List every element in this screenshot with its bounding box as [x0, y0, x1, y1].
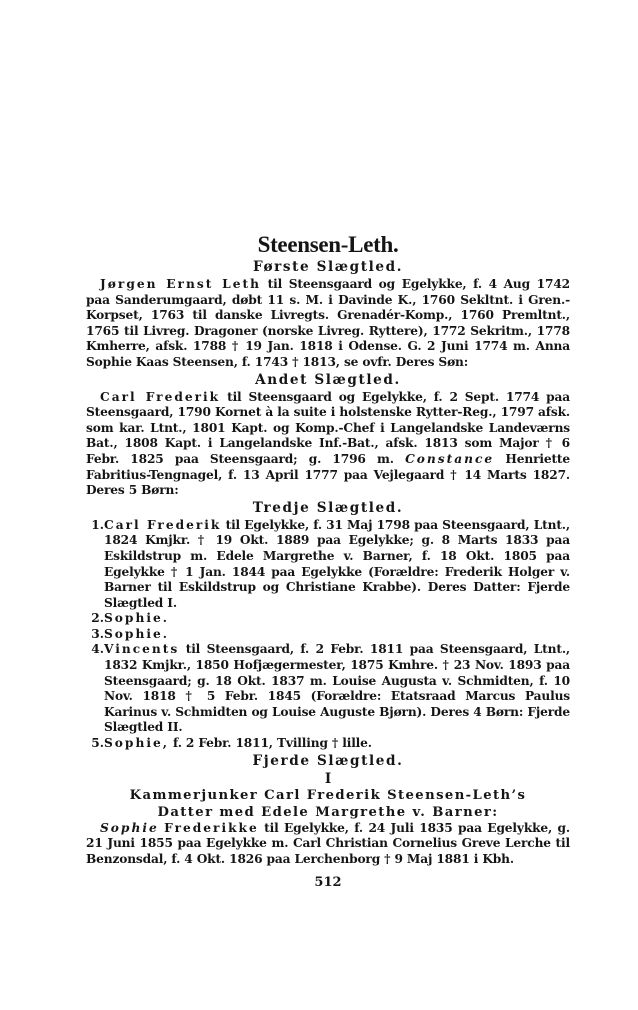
generation-1-heading: Første Slægtled.: [252, 259, 404, 275]
generation-2-body-end: Henriette Fabritius-Tengnagel, f. 13 April 1777 paa Vejlegaard † 14 Marts 1827. Deres 5 Børn:: [86, 451, 571, 498]
child-number: 5.: [91, 736, 104, 751]
section-numeral: I: [324, 770, 332, 787]
child-name: Sophie.: [104, 626, 169, 641]
generation-4-entry: [86, 821, 570, 868]
child-entry: [86, 518, 570, 612]
section-subheading-line-1: Kammerjunker Carl Frederik Steensen-Leth’s: [129, 787, 527, 803]
child-text: til Egelykke, f. 31 Maj 1798 paa Steensgaard, Ltnt., 1824 Kmjkr. † 19 Okt. 1889 paa Egelykke; g. 8 Marts 1833 paa Eskildstrup m. Edele Margrethe v. Barner, f. 18 Okt. 1805 paa Egelykke † 1 Jan. 1844 paa Egelykke (Forældre: Frederik Holger v. Barner til Eskildstrup og Christiane Krabbe). Deres Datter: Fjerde Slægtled I.: [104, 517, 570, 610]
generation-2-heading: Andet Slægtled.: [255, 371, 401, 388]
child-text: f. 2 Febr. 1811, Tvilling † lille.: [173, 736, 372, 751]
generation-2-spouse-name: Constance: [405, 451, 495, 466]
generation-4-body: til Egelykke, f. 24 Juli 1835 paa Egelykke, g. 21 Juni 1855 paa Egelykke m. Carl Christian Cornelius Greve Lerche til Benzonsdal, f. 4 Okt. 1826 paa Lerchenborg † 9 Maj 1881 i Kbh.: [86, 820, 571, 866]
child-entry: [86, 627, 570, 643]
generation-4-heading: Fjerde Slægtled.: [252, 752, 404, 769]
generation-1-person-name: Jørgen Ernst Leth: [100, 277, 261, 291]
child-number: 1.: [91, 517, 104, 532]
generation-1-entry: [86, 277, 570, 371]
child-number: 2.: [91, 611, 104, 626]
child-entry: [86, 611, 570, 627]
generation-4-person-name-rest: Frederikke: [164, 820, 259, 835]
child-name: Vincents: [104, 642, 180, 657]
child-text: til Steensgaard, f. 2 Febr. 1811 paa Steensgaard, Ltnt., 1832 Kmjkr., 1850 Hofjægermester, 1875 Kmhre. † 23 Nov. 1893 paa Steensgaard; g. 18 Okt. 1837 m. Louise Augusta v. Schmidten, f. 10 Nov. 1818 † 5 Febr. 1845 (Forældre: Etatsraad Marcus Paulus Karinus v. Schmidten og Louise Auguste Bjørn). Deres 4 Børn: Fjerde Slægtled II.: [104, 642, 571, 735]
child-name: Sophie.: [104, 611, 169, 626]
generation-3-heading: Tredje Slægtled.: [252, 499, 404, 516]
page-content: [86, 232, 570, 891]
generation-1-body: til Steensgaard og Egelykke, f. 4 Aug 1742 paa Sanderumgaard, døbt 11 s. M. i Davinde K., 1760 Sekltnt. i Gren.-Korpset, 1763 til danske Livregts. Grenadér-Komp., 1760 Premltnt., 1765 til Livreg. Dragoner (norske Livreg. Ryttere), 1772 Sekritm., 1778 Kmherre, afsk. 1788 † 19 Jan. 1818 i Odense. G. 2 Juni 1774 m. Anna Sophie Kaas Steensen, f. 1743 † 1813, se ovfr. Deres Søn:: [86, 277, 570, 369]
generation-2-body-start: til Steensgaard og Egelykke, f. 2 Sept. 1774 paa Steensgaard, 1790 Kornet à la suite i holstenske Rytter-Reg., 1797 afsk. som kar. Ltnt., 1801 Kapt. og Komp.-Chef i Langelandske Landeværns Bat., 1808 Kapt. i Langelandske Inf.-Bat., afsk. 1813 som Major † 6 Febr. 1825 paa Steensgaard; g. 1796 m.: [86, 389, 571, 466]
child-number: 4.: [91, 642, 104, 657]
generation-4-person-name: Sophie: [100, 820, 159, 835]
generation-2-entry: [86, 390, 570, 499]
child-name: Sophie,: [104, 736, 169, 751]
generation-2-person-name: Carl Frederik: [100, 389, 221, 404]
section-subheading-line-2: Datter med Edele Margrethe v. Barner:: [157, 804, 499, 820]
child-number: 3.: [91, 626, 104, 641]
family-title: Steensen-Leth.: [257, 232, 399, 257]
page-number: 512: [314, 875, 342, 891]
child-name: Carl Frederik: [104, 517, 222, 532]
child-entry: [86, 642, 570, 736]
child-entry: [86, 736, 570, 752]
